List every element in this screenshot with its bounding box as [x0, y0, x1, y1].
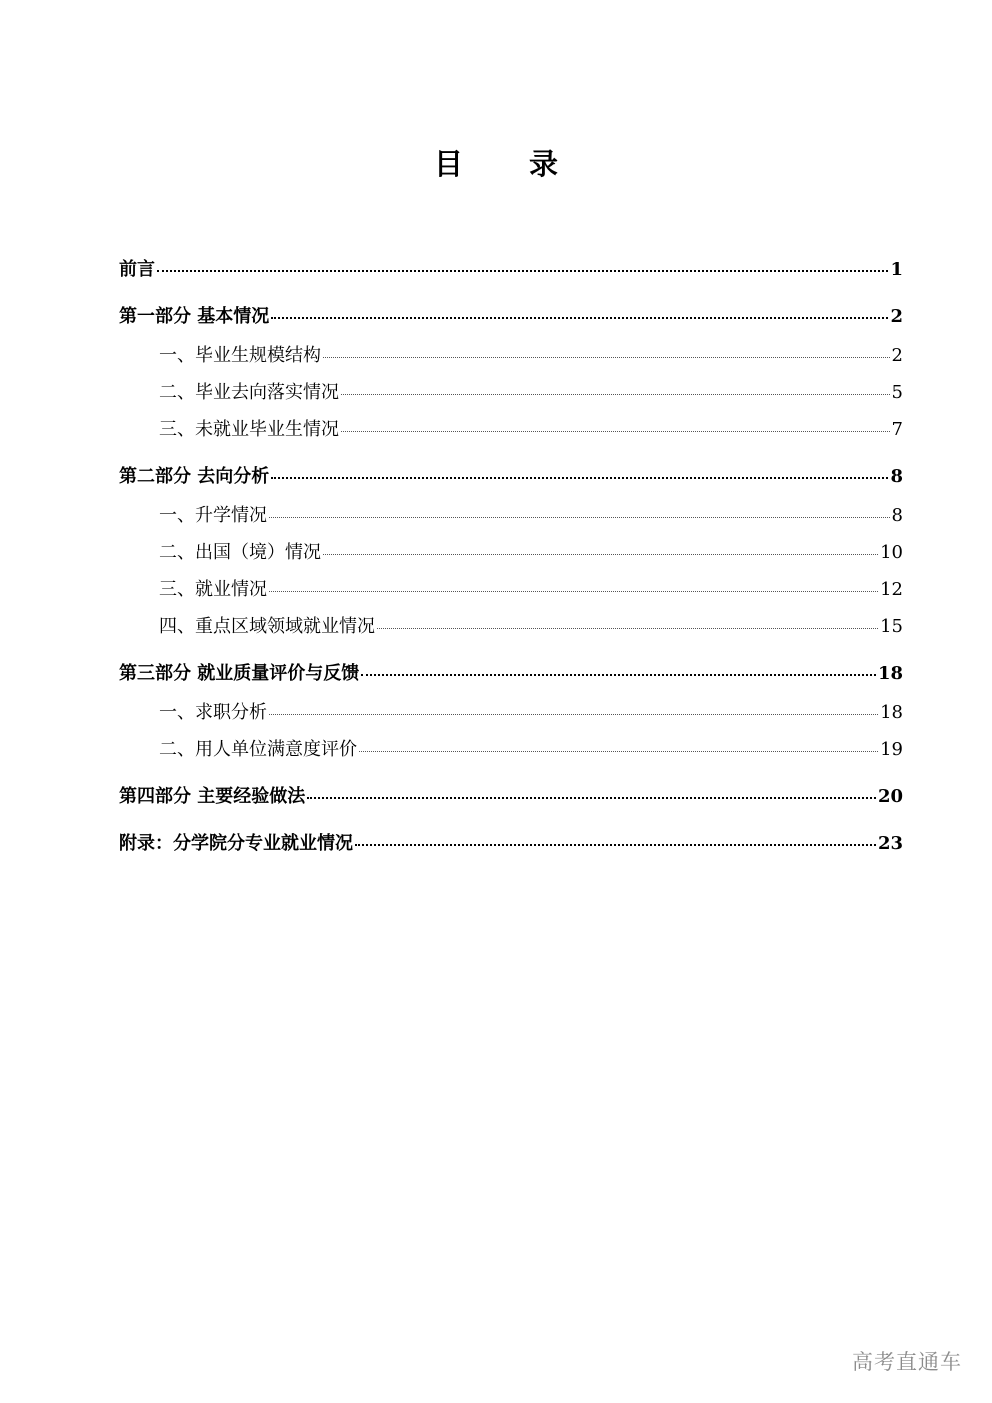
toc-section-entry[interactable]: [119, 299, 903, 335]
toc-subsection-entry[interactable]: [119, 609, 903, 645]
page-title: 目 录: [433, 147, 587, 181]
toc-page-number: 7: [891, 419, 903, 440]
toc-page-number: 20: [877, 786, 903, 807]
toc-page-number: 10: [880, 542, 903, 563]
toc-section-entry[interactable]: [119, 779, 903, 815]
toc-subsection-entry[interactable]: [119, 498, 903, 534]
toc-entry-label: 第一部分 基本情况: [119, 306, 270, 327]
toc-page-number: 2: [890, 306, 903, 327]
toc-entry-label: 二、出国（境）情况: [159, 542, 321, 563]
toc-dot-leader: [157, 269, 888, 272]
toc-page-number: 23: [877, 833, 903, 854]
toc-subsection-entry[interactable]: [119, 535, 903, 571]
toc-entry-label: 一、升学情况: [159, 505, 267, 526]
watermark: 高考直通车: [852, 1350, 962, 1374]
toc-page-number: 18: [877, 663, 903, 684]
toc-subsection-entry[interactable]: [119, 338, 903, 374]
toc-entry-label: 第三部分 就业质量评价与反馈: [119, 663, 360, 684]
toc-section-entry[interactable]: [119, 826, 903, 862]
toc-page-number: 15: [880, 616, 903, 637]
toc-entry-label: 三、就业情况: [159, 579, 267, 600]
toc-entry-label: 附录：分学院分专业就业情况: [119, 833, 353, 854]
toc-dot-leader: [269, 516, 890, 518]
toc-dot-leader: [361, 673, 876, 676]
toc-subsection-entry[interactable]: [119, 572, 903, 608]
toc-page-number: 5: [891, 382, 903, 403]
toc-dot-leader: [355, 843, 876, 846]
toc-entry-label: 第四部分 主要经验做法: [119, 786, 306, 807]
toc-section-entry[interactable]: [119, 459, 903, 495]
toc-dot-leader: [359, 750, 878, 752]
toc-page-number: 19: [880, 739, 903, 760]
toc-section-entry[interactable]: [119, 656, 903, 692]
toc-entry-label: 二、毕业去向落实情况: [159, 382, 339, 403]
toc-dot-leader: [271, 316, 888, 319]
toc-dot-leader: [341, 393, 890, 395]
toc-section-entry[interactable]: [119, 252, 903, 288]
toc-entry-label: 二、用人单位满意度评价: [159, 739, 357, 760]
toc-dot-leader: [377, 627, 878, 629]
toc-entry-label: 四、重点区域领域就业情况: [159, 616, 375, 637]
toc-page-number: 18: [880, 702, 903, 723]
toc-entry-label: 三、未就业毕业生情况: [159, 419, 339, 440]
toc-entry-label: 一、求职分析: [159, 702, 267, 723]
toc-page-number: 8: [891, 505, 903, 526]
toc-dot-leader: [269, 713, 878, 715]
toc-page-number: 1: [890, 259, 903, 280]
toc-dot-leader: [271, 476, 888, 479]
toc-dot-leader: [307, 796, 876, 799]
toc-dot-leader: [341, 430, 890, 432]
toc-page-number: 8: [890, 466, 903, 487]
toc-subsection-entry[interactable]: [119, 375, 903, 411]
toc-entry-label: 一、毕业生规模结构: [159, 345, 321, 366]
toc-entry-label: 前言: [119, 259, 155, 280]
toc-dot-leader: [269, 590, 878, 592]
toc-entry-label: 第二部分 去向分析: [119, 466, 270, 487]
toc-subsection-entry[interactable]: [119, 695, 903, 731]
table-of-contents: [119, 252, 903, 862]
toc-page-number: 12: [880, 579, 903, 600]
toc-dot-leader: [323, 553, 878, 555]
toc-subsection-entry[interactable]: [119, 732, 903, 768]
toc-page-number: 2: [891, 345, 903, 366]
toc-dot-leader: [323, 356, 890, 358]
toc-subsection-entry[interactable]: [119, 412, 903, 448]
